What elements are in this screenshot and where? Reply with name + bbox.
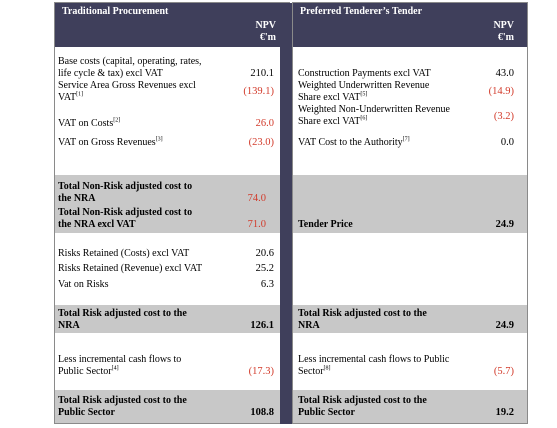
left-row-risks-revenue-label: Risks Retained (Revenue) excl VAT (58, 263, 203, 274)
left-row-vat-costs-value: 26.0 (255, 118, 274, 129)
right-npv-unit: €'m (497, 32, 514, 43)
left-npv-unit: €'m (259, 32, 276, 43)
right-row-tender-price-label: Tender Price (298, 219, 353, 230)
right-row-tender-price-value: 24.9 (495, 219, 514, 230)
right-npv-label: NPV (493, 20, 514, 31)
left-row-risks-costs-value: 20.6 (255, 248, 274, 259)
left-row-risk-adjusted-label: Total Risk adjusted cost to the NRA (58, 308, 187, 331)
right-row-risk-adjusted-value: 24.9 (495, 320, 514, 331)
right-row-construction-value: 43.0 (495, 68, 514, 79)
left-row-risks-revenue-value: 25.2 (255, 263, 274, 274)
right-row-non-underwritten-value: (3.2) (493, 111, 514, 122)
right-title: Preferred Tenderer’s Tender (300, 6, 423, 17)
left-row-risks-costs-label: Risks Retained (Costs) excl VAT (58, 248, 190, 259)
left-row-risk-adjusted-value: 126.1 (250, 320, 274, 331)
right-row-non-underwritten-label: Weighted Non-Underwritten Revenue Share excl VAT[6] (298, 104, 450, 127)
right-row-vat-authority-value: 0.0 (500, 137, 514, 148)
left-row-vat-risks-label: Vat on Risks (58, 279, 109, 290)
left-row-incremental-label: Less incremental cash flows to Public Sector[4] (58, 354, 182, 377)
left-row-base-costs-label: Base costs (capital, operating, rates, life cycle & tax) excl VAT (58, 56, 202, 79)
right-row-public-sector-label: Total Risk adjusted cost to the Public Sector (298, 395, 427, 418)
right-row-incremental-value: (5.7) (493, 366, 514, 377)
column-separator (280, 3, 292, 424)
left-row-vat-costs-label: VAT on Costs[2] (58, 117, 121, 129)
left-row-non-risk-excl-vat-value: 71.0 (247, 219, 266, 230)
right-row-vat-authority-label: VAT Cost to the Authority[7] (298, 136, 410, 148)
left-row-non-risk-value: 74.0 (247, 193, 266, 204)
left-row-incremental-value: (17.3) (248, 366, 274, 377)
right-row-public-sector-value: 19.2 (495, 407, 514, 418)
left-row-gross-revenues-label: Service Area Gross Revenues excl VAT[1] (58, 80, 196, 103)
right-row-risk-adjusted-label: Total Risk adjusted cost to the NRA (298, 308, 427, 331)
left-title: Traditional Procurement (62, 6, 169, 17)
left-row-public-sector-value: 108.8 (250, 407, 274, 418)
left-row-vat-risks-value: 6.3 (260, 279, 274, 290)
left-row-gross-revenues-value: (139.1) (243, 86, 274, 97)
left-row-base-costs-value: 210.1 (250, 68, 274, 79)
right-row-underwritten-label: Weighted Underwritten Revenue Share excl VAT[5] (298, 80, 430, 103)
left-row-non-risk-excl-vat-label: Total Non-Risk adjusted cost to the NRA excl VAT (58, 207, 193, 230)
right-row-incremental-label: Less incremental cash flows to Public Sector[8] (298, 354, 450, 377)
left-npv-label: NPV (255, 20, 276, 31)
left-row-vat-revenues-value: (23.0) (248, 137, 274, 148)
right-row-underwritten-value: (14.9) (488, 86, 514, 97)
right-row-construction-label: Construction Payments excl VAT (298, 68, 431, 79)
left-row-vat-revenues-label: VAT on Gross Revenues[3] (58, 136, 163, 148)
left-row-public-sector-label: Total Risk adjusted cost to the Public Sector (58, 395, 187, 418)
left-row-non-risk-label: Total Non-Risk adjusted cost to the NRA (58, 181, 193, 204)
